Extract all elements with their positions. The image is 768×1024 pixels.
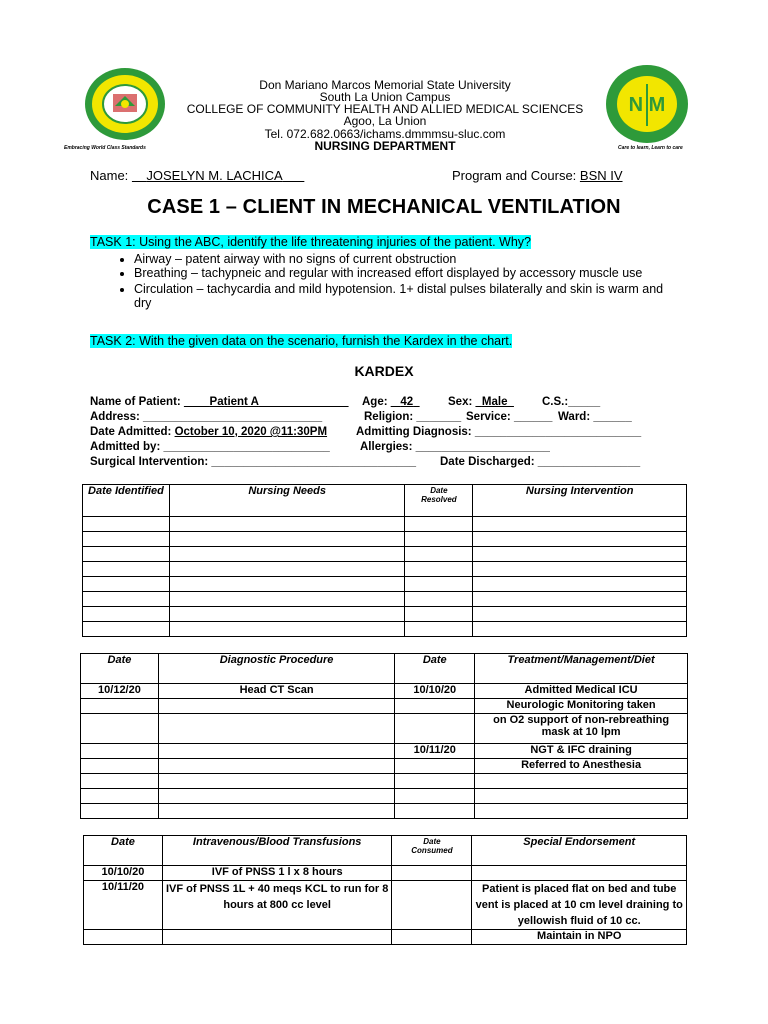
program-label: Program and Course:: [452, 168, 577, 183]
university-name: Don Mariano Marcos Memorial State University: [259, 78, 511, 92]
column-header: Date: [84, 836, 163, 866]
table-row: [83, 577, 687, 592]
program-field: [452, 168, 623, 183]
svg-text:N M: N M: [628, 94, 666, 116]
table-row: [83, 547, 687, 562]
name-field: [90, 168, 304, 183]
college-name: COLLEGE OF COMMUNITY HEALTH AND ALLIED MEDICAL SCIENCES: [186, 102, 584, 116]
name-value: JOSELYN M. LACHICA: [146, 168, 283, 183]
column-header: Date Consumed: [392, 836, 472, 866]
ward-field: Ward: ______: [558, 411, 632, 423]
column-header: Special Endorsement: [472, 836, 687, 866]
department-name: NURSING DEPARTMENT: [314, 139, 456, 153]
table-row: [83, 562, 687, 577]
admitted-by-field: Admitted by: __________________________: [90, 441, 330, 453]
table-row: [83, 622, 687, 637]
address-field: Address: ____________________________: [90, 411, 323, 423]
list-item: • Circulation – tachycardia and mild hypotension. 1+ distal pulses bilaterally and skin is warm and dry: [134, 282, 680, 310]
table-row: 10/12/20 Head CT Scan 10/10/20 Admitted Medical ICU: [81, 684, 688, 699]
table-row: [83, 532, 687, 547]
age-field: Age: _ 42_: [362, 396, 420, 408]
table-row: [81, 804, 688, 819]
table-row: [83, 592, 687, 607]
campus-name: South La Union Campus: [319, 90, 451, 104]
column-header: Intravenous/Blood Transfusions: [162, 836, 392, 866]
contact-info: Tel. 072.682.0663/ichams.dmmmsu-sluc.com: [264, 127, 506, 141]
task1-list: [114, 252, 680, 310]
service-field: Service: ______: [466, 411, 553, 423]
sex-field: Sex: _Male_: [448, 396, 514, 408]
kardex-heading: KARDEX: [354, 363, 414, 379]
admitting-diagnosis-field: Admitting Diagnosis: __________________________: [356, 426, 642, 438]
table-row: 10/11/20 NGT & IFC draining: [81, 744, 688, 759]
nursing-needs-table: [82, 484, 687, 637]
column-header: Date Identified: [83, 485, 170, 517]
diagnostic-table: [80, 653, 688, 819]
allergies-field: Allergies: _____________________: [360, 441, 550, 453]
table-row: [81, 774, 688, 789]
religion-field: Religion: _______: [364, 411, 462, 423]
list-item: • Breathing – tachypneic and regular with increased effort displayed by accessory muscle use: [134, 266, 680, 280]
task1-prompt: TASK 1: Using the ABC, identify the life threatening injuries of the patient. Why?: [90, 235, 531, 249]
table-row: [81, 789, 688, 804]
table-row: [83, 517, 687, 532]
right-motto: Care to learn, Learn to care: [618, 145, 683, 151]
date-admitted-field: Date Admitted: October 10, 2020 @11:30PM: [90, 426, 328, 438]
patient-name-field: Name of Patient: ____Patient A______________: [90, 396, 349, 408]
column-header: Nursing Needs: [169, 485, 404, 517]
column-header: Nursing Intervention: [473, 485, 687, 517]
table-row: 10/11/20 IVF of PNSS 1L + 40 meqs KCL to run for 8 hours at 800 cc level Patient is placed flat on bed and tube vent is placed at 10 cm level draining to yellowish fluid of 10 cc.: [84, 881, 687, 930]
name-label: Name:: [90, 168, 129, 183]
table-row: Neurologic Monitoring taken: [81, 699, 688, 714]
column-header: Date: [395, 654, 475, 684]
table-row: Referred to Anesthesia: [81, 759, 688, 774]
cs-field: C.S.:_____: [542, 396, 601, 408]
task1-block: [90, 233, 680, 310]
table-row: on O2 support of non-rebreathing mask at 10 lpm: [81, 714, 688, 744]
page-title: CASE 1 – CLIENT IN MECHANICAL VENTILATION: [147, 196, 621, 218]
table-row: [83, 607, 687, 622]
task2-prompt: TASK 2: With the given data on the scenario, furnish the Kardex in the chart.: [90, 334, 513, 348]
column-header: Date: [81, 654, 159, 684]
table-row: Maintain in NPO: [84, 930, 687, 945]
surgical-intervention-field: Surgical Intervention: ________________________________: [90, 456, 417, 468]
iv-transfusion-table: [83, 835, 687, 945]
list-item: • Airway – patent airway with no signs of current obstruction: [134, 252, 680, 266]
program-value: BSN IV: [579, 168, 623, 183]
task2-block: [90, 332, 512, 350]
column-header: Diagnostic Procedure: [158, 654, 394, 684]
column-header: Date Resolved: [405, 485, 473, 517]
date-discharged-field: Date Discharged: ________________: [440, 456, 641, 468]
column-header: Treatment/Management/Diet: [475, 654, 688, 684]
table-row: 10/10/20 IVF of PNSS 1 l x 8 hours: [84, 866, 687, 881]
town-name: Agoo, La Union: [343, 114, 427, 128]
left-motto: Embracing World Class Standards: [64, 145, 146, 151]
